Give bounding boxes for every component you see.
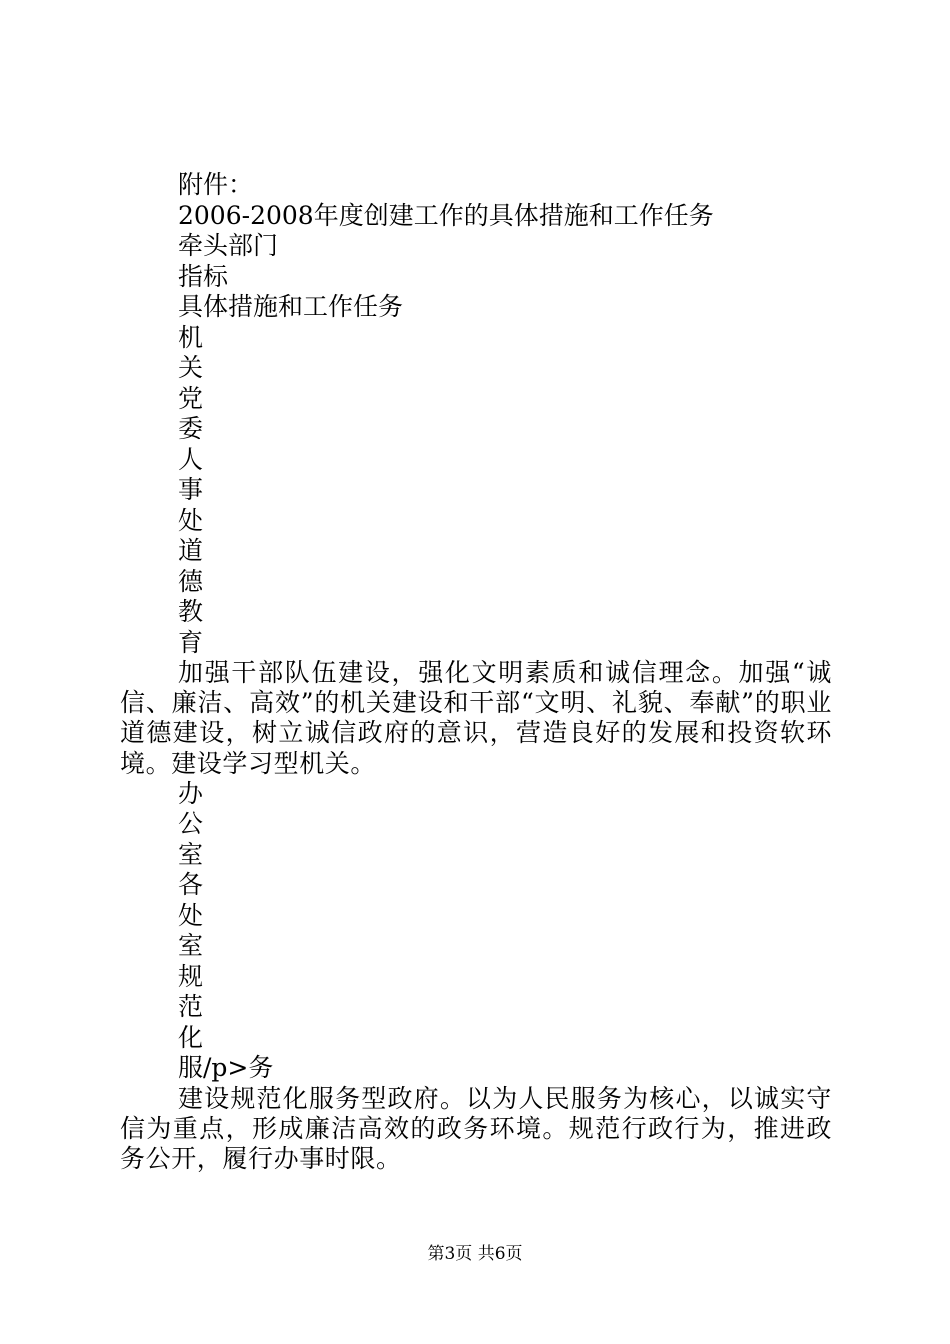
vertical-char: 各 (178, 870, 204, 900)
paragraph-moral-education: 加强干部队伍建设，强化文明素质和诚信理念。加强“诚信、廉洁、高效”的机关建设和干部“文明、礼貌、奉献”的职业道德建设，树立诚信政府的意识，营造良好的发展和投资软环境。建设学习型机关。 (120, 658, 832, 778)
vertical-char: 德 (178, 566, 204, 596)
document-title: 2006-2008年度创建工作的具体措施和工作任务 (178, 200, 714, 230)
vertical-char: 委 (178, 414, 204, 443)
vertical-char: 处 (178, 900, 204, 930)
vertical-char: 关 (178, 353, 204, 382)
vertical-char: 处 (178, 505, 204, 535)
vertical-char: 范 (178, 992, 204, 1022)
header-measures: 具体措施和工作任务 (178, 292, 404, 321)
vertical-char: 化 (178, 1022, 204, 1052)
vertical-char: 公 (178, 809, 204, 839)
paragraph-standardized-service: 建设规范化服务型政府。以为人民服务为核心，以诚实守信为重点，形成廉洁高效的政务环境。规范行政行为，推进政务公开，履行办事时限。 (120, 1083, 832, 1174)
header-lead-department: 牵头部门 (178, 231, 279, 260)
vertical-char: 服/p>务 (178, 1053, 274, 1083)
vertical-char: 事 (178, 475, 204, 504)
vertical-char: 人 (178, 444, 204, 474)
vertical-char: 教 (178, 597, 204, 626)
vertical-char: 育 (178, 627, 204, 657)
header-indicator: 指标 (178, 261, 229, 291)
vertical-char: 党 (178, 383, 204, 413)
page-footer: 第3页 共6页 (427, 1244, 523, 1264)
vertical-char: 室 (178, 839, 204, 869)
vertical-char: 规 (178, 961, 204, 991)
vertical-char: 室 (178, 931, 204, 961)
vertical-char: 办 (178, 778, 204, 808)
vertical-char: 机 (178, 322, 204, 352)
document-body (120, 170, 832, 1174)
attachment-label: 附件： (178, 170, 254, 199)
vertical-char: 道 (178, 536, 204, 565)
